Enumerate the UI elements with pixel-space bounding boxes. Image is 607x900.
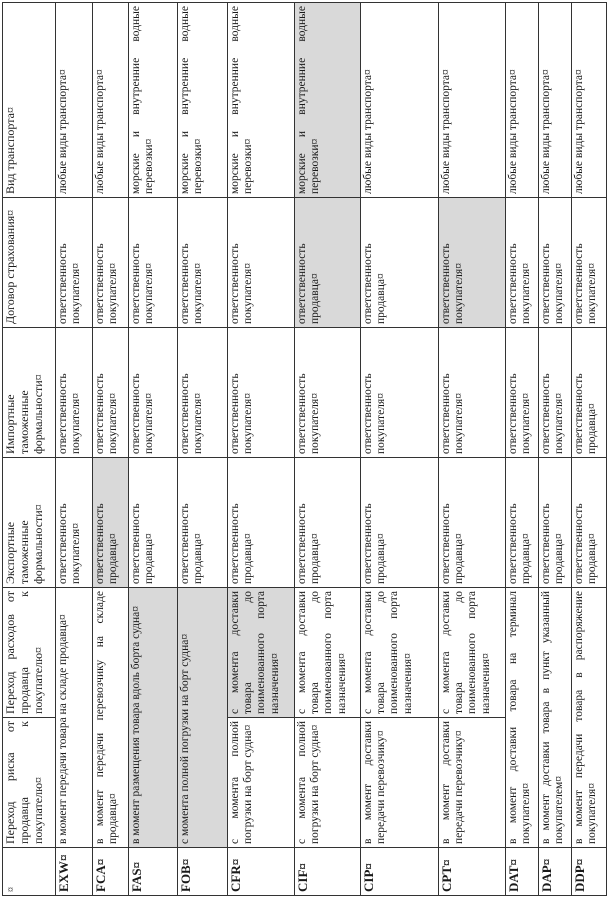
import-cell: ответственность покупателя¤ — [295, 328, 361, 458]
export-cell: ответственность продавца¤ — [295, 458, 361, 588]
table-row — [361, 3, 439, 896]
term-cell: CFR¤ — [228, 848, 295, 896]
transport-cell: морские и внутренние водные перевозки¤ — [178, 3, 228, 198]
cost-cell: с момента доставки товара до поименованного порта назначения¤ — [439, 588, 506, 718]
term-cell: DDP¤ — [572, 848, 607, 896]
table-row — [506, 3, 539, 896]
transport-cell: морские и внутренние водные перевозки¤ — [228, 3, 295, 198]
insurance-cell: ответственность покупателя¤ — [506, 198, 539, 328]
insurance-cell: ответственность покупателя¤ — [539, 198, 572, 328]
term-cell: DAT¤ — [506, 848, 539, 896]
table-row — [539, 3, 572, 896]
cost-cell: с момента доставки товара до поименованного порта назначения¤ — [228, 588, 295, 718]
insurance-cell: ответственность покупателя¤ — [129, 198, 178, 328]
table-row — [129, 3, 178, 896]
corner-cell — [3, 848, 56, 896]
risk-cell: с момента полной погрузки на борт судна¤ — [295, 718, 361, 848]
insurance-cell: ответственность покупателя¤ — [572, 198, 607, 328]
cost-cell: с момента доставки товара до поименованного порта назначения¤ — [361, 588, 439, 718]
risk-cell: в момент доставки передачи перевозчику¤ — [439, 718, 506, 848]
export-cell: ответственность продавца¤ — [506, 458, 539, 588]
header-transport: Вид транспорта¤ — [3, 3, 56, 198]
insurance-cell: ответственность покупателя¤ — [228, 198, 295, 328]
insurance-cell: ответственность покупателя¤ — [56, 198, 93, 328]
table-row — [178, 3, 228, 896]
import-cell: ответственность покупателя¤ — [178, 328, 228, 458]
insurance-cell: ответственность продавца¤ — [295, 198, 361, 328]
insurance-cell: ответственность покупателя¤ — [178, 198, 228, 328]
risk-cost-cell: в момент передачи товара в распоряжение покупателя¤ — [572, 588, 607, 848]
header-row — [3, 3, 56, 896]
export-cell: ответственность покупателя¤ — [56, 458, 93, 588]
import-cell: ответственность покупателя¤ — [361, 328, 439, 458]
export-cell: ответственность продавца¤ — [93, 458, 129, 588]
header-export: Экспортные таможенные формальности¤ — [3, 458, 56, 588]
term-cell: FOB¤ — [178, 848, 228, 896]
export-cell: ответственность продавца¤ — [361, 458, 439, 588]
risk-cost-cell: в момент размещения товара вдоль борта судна¤ — [129, 588, 178, 848]
insurance-cell: ответственность продавца¤ — [361, 198, 439, 328]
import-cell: ответственность покупателя¤ — [539, 328, 572, 458]
transport-cell: любые виды транспорта¤ — [93, 3, 129, 198]
insurance-cell: ответственность покупателя¤ — [439, 198, 506, 328]
header-import: Импортные таможенные формальности¤ — [3, 328, 56, 458]
import-cell: ответственность покупателя¤ — [506, 328, 539, 458]
import-cell: ответственность покупателя¤ — [93, 328, 129, 458]
export-cell: ответственность продавца¤ — [228, 458, 295, 588]
export-cell: ответственность продавца¤ — [129, 458, 178, 588]
corner-mark: ¤ — [6, 887, 17, 892]
term-cell: FCA¤ — [93, 848, 129, 896]
import-cell: ответственность покупателя¤ — [439, 328, 506, 458]
incoterms-table — [2, 2, 607, 896]
risk-cost-cell: с момента полной погрузки на борт судна¤ — [178, 588, 228, 848]
table-row — [572, 3, 607, 896]
cost-cell: с момента доставки товара до поименованного порта назначения¤ — [295, 588, 361, 718]
import-cell: ответственность покупателя¤ — [129, 328, 178, 458]
import-cell: ответственность продавца¤ — [572, 328, 607, 458]
table-row — [93, 3, 129, 896]
header-risk: Переход риска от продавца к покупателю¤ — [3, 718, 56, 848]
transport-cell: любые виды транспорта¤ — [506, 3, 539, 198]
transport-cell: любые виды транспорта¤ — [361, 3, 439, 198]
header-cost: Переход расходов от продавца к покупателю¤ — [3, 588, 56, 718]
import-cell: ответственность покупателя¤ — [228, 328, 295, 458]
transport-cell: любые виды транспорта¤ — [572, 3, 607, 198]
risk-cost-cell: в момент передачи товара на складе продавца¤ — [56, 588, 93, 848]
transport-cell: морские и внутренние водные перевозки¤ — [129, 3, 178, 198]
export-cell: ответственность продавца¤ — [539, 458, 572, 588]
table-row — [295, 3, 361, 896]
transport-cell: любые виды транспорта¤ — [439, 3, 506, 198]
transport-cell: любые виды транспорта¤ — [539, 3, 572, 198]
term-cell: FAS¤ — [129, 848, 178, 896]
risk-cost-cell: в момент доставки товара в пункт указанный покупателем¤ — [539, 588, 572, 848]
import-cell: ответственность покупателя¤ — [56, 328, 93, 458]
risk-cell: с момента полной погрузки на борт судна¤ — [228, 718, 295, 848]
transport-cell: морские и внутренние водные перевозки¤ — [295, 3, 361, 198]
table-row — [56, 3, 93, 896]
term-cell: CIP¤ — [361, 848, 439, 896]
export-cell: ответственность продавца¤ — [572, 458, 607, 588]
risk-cost-cell: в момент передачи перевозчику на складе продавца¤ — [93, 588, 129, 848]
term-cell: DAP¤ — [539, 848, 572, 896]
insurance-cell: ответственность покупателя¤ — [93, 198, 129, 328]
term-cell: CIF¤ — [295, 848, 361, 896]
risk-cell: в момент доставки передачи перевозчику¤ — [361, 718, 439, 848]
table-row — [228, 3, 295, 896]
export-cell: ответственность продавца¤ — [439, 458, 506, 588]
transport-cell: любые виды транспорта¤ — [56, 3, 93, 198]
risk-cost-cell: в момент доставки товара на терминал покупателя¤ — [506, 588, 539, 848]
header-insurance: Договор страхования¤ — [3, 198, 56, 328]
table-row — [439, 3, 506, 896]
term-cell: EXW¤ — [56, 848, 93, 896]
term-cell: CPT¤ — [439, 848, 506, 896]
export-cell: ответственность продавца¤ — [178, 458, 228, 588]
